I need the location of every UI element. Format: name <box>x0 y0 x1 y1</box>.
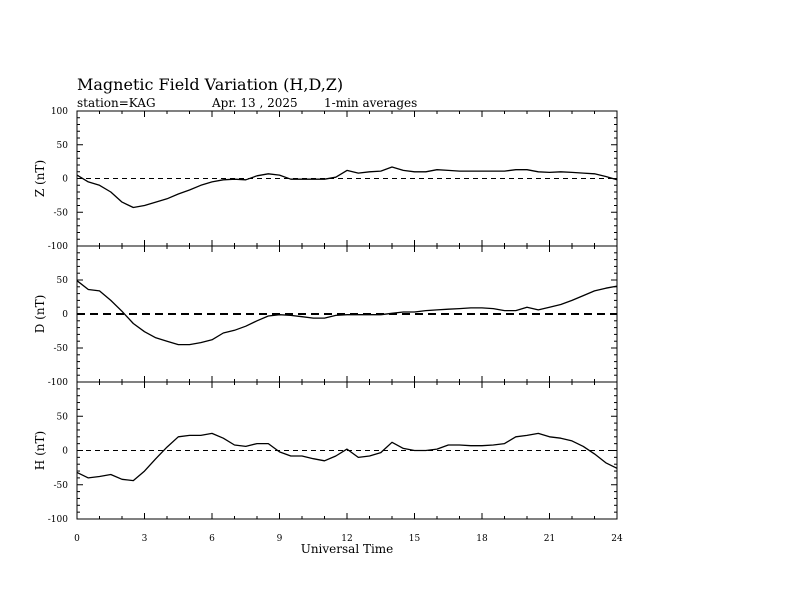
x-tick-label: 18 <box>476 534 488 544</box>
x-tick-label: 15 <box>408 534 421 544</box>
x-tick-label: 3 <box>141 534 148 544</box>
y-tick-label: -50 <box>53 344 68 354</box>
y-axis-label: Z (nT) <box>33 159 47 198</box>
series-line <box>77 167 617 208</box>
x-tick-label: 24 <box>611 534 623 544</box>
series-line <box>77 433 617 480</box>
y-tick-label: 0 <box>62 174 68 185</box>
y-tick-label: 50 <box>56 140 68 151</box>
y-tick-label: -100 <box>47 515 68 525</box>
y-tick-label: -100 <box>47 378 68 388</box>
station-label: station=KAG <box>77 96 156 110</box>
x-tick-label: 9 <box>276 534 283 544</box>
y-tick-label: -100 <box>47 242 68 252</box>
x-tick-label: 12 <box>341 534 353 544</box>
y-tick-label: 0 <box>62 446 68 457</box>
y-tick-label: -50 <box>53 208 68 219</box>
x-tick-label: 6 <box>209 534 215 544</box>
x-axis-label: Universal Time <box>300 542 394 556</box>
y-tick-label: -50 <box>53 480 68 491</box>
y-axis-label: D (nT) <box>33 294 47 334</box>
y-tick-label: 50 <box>56 412 68 423</box>
y-axis-label: H (nT) <box>33 430 47 471</box>
y-tick-label: 50 <box>56 276 68 286</box>
x-tick-label: 0 <box>74 534 80 544</box>
page-title: Magnetic Field Variation (H,D,Z) <box>77 75 344 94</box>
x-tick-label: 21 <box>543 534 556 544</box>
date-label: Apr. 13 , 2025 <box>212 96 298 110</box>
averages-label: 1-min averages <box>324 96 418 110</box>
y-tick-label: 0 <box>62 310 68 320</box>
y-tick-label: 100 <box>50 107 68 117</box>
series-line <box>77 281 617 345</box>
